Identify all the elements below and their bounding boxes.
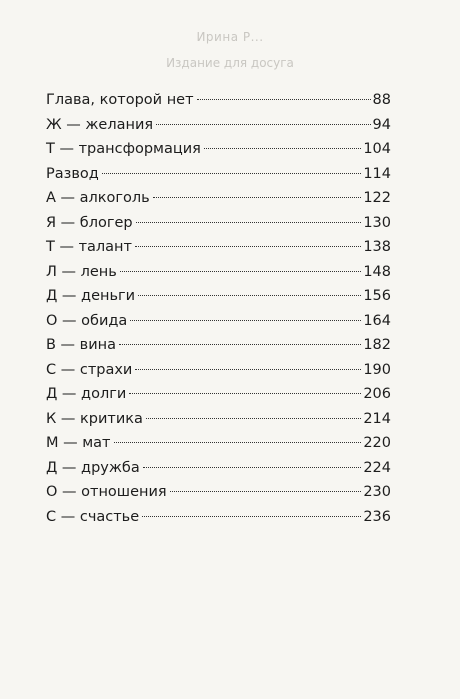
toc-entry-page: 220	[363, 435, 391, 451]
dot-leader	[197, 99, 371, 100]
toc-entry	[46, 260, 391, 285]
toc-entry-page: 122	[363, 190, 391, 206]
toc-entry-page: 130	[363, 214, 391, 231]
dot-leader	[204, 148, 361, 149]
toc-entry-title: Развод	[46, 165, 99, 182]
bleed-through-header: Издание для досуга	[166, 56, 294, 70]
dot-leader	[156, 124, 370, 125]
toc-entry-title: Т — талант	[46, 239, 132, 255]
toc-entry-page: 236	[363, 508, 391, 525]
toc-entry	[46, 431, 391, 456]
toc-entry-page: 182	[363, 337, 391, 353]
dot-leader	[129, 393, 361, 394]
toc-entry	[46, 358, 391, 383]
toc-entry-page: 206	[363, 386, 391, 402]
dot-leader	[142, 516, 361, 517]
toc-entry-title: А — алкоголь	[46, 190, 150, 206]
toc-entry	[46, 235, 391, 260]
toc-entry-page: 164	[363, 312, 391, 329]
toc-entry-title: К — критика	[46, 410, 143, 427]
dot-leader	[170, 491, 362, 492]
dot-leader	[120, 271, 361, 272]
toc-entry-page: 88	[372, 92, 391, 108]
toc-entry-title: М — мат	[46, 435, 111, 451]
toc-entry	[46, 333, 391, 358]
dot-leader	[136, 222, 362, 223]
toc-entry-page: 114	[363, 165, 391, 182]
dot-leader	[102, 173, 362, 174]
dot-leader	[153, 197, 362, 198]
dot-leader	[114, 442, 362, 443]
toc-entry-page: 214	[363, 410, 391, 427]
toc-entry-title: В — вина	[46, 337, 117, 353]
toc-entry	[46, 162, 391, 187]
toc-entry-title: Л — лень	[46, 263, 117, 280]
toc-entry	[46, 309, 391, 334]
toc-entry	[46, 186, 391, 211]
toc-entry-title: Я — блогер	[46, 214, 133, 231]
dot-leader	[143, 467, 362, 468]
toc-entry-title: Глава, которой нет	[46, 92, 194, 108]
toc-entry	[46, 137, 391, 162]
toc-entry-title: Д — дружба	[46, 459, 140, 476]
toc-entry-title: Д — долги	[46, 386, 127, 402]
toc-entry-title: Д — деньги	[46, 288, 136, 304]
dot-leader	[119, 344, 361, 345]
toc-entry-title: С — счастье	[46, 508, 140, 525]
dot-leader	[135, 369, 361, 370]
toc-entry-page: 94	[372, 116, 391, 133]
toc-entry-title: О — обида	[46, 312, 128, 329]
toc-entry-page: 190	[363, 361, 391, 378]
toc-entry-title: Ж — желания	[46, 116, 154, 133]
toc-entry-page: 230	[363, 484, 391, 500]
dot-leader	[146, 418, 361, 419]
toc-entry-page: 148	[363, 263, 391, 280]
toc-entry	[46, 407, 391, 432]
dot-leader	[138, 295, 361, 296]
toc-entry	[46, 284, 391, 309]
toc-entry-page: 104	[363, 141, 391, 157]
bleed-through-author: Ирина Р...	[196, 30, 264, 44]
toc-entry	[46, 88, 391, 113]
toc-entry-title: О — отношения	[46, 484, 167, 500]
toc-entry	[46, 480, 391, 505]
toc-entry-title: С — страхи	[46, 361, 133, 378]
toc-entry-page: 156	[363, 288, 391, 304]
toc-entry-page: 138	[363, 239, 391, 255]
dot-leader	[135, 246, 361, 247]
toc-entry	[46, 456, 391, 481]
dot-leader	[130, 320, 361, 321]
toc-entry	[46, 505, 391, 530]
table-of-contents	[46, 88, 391, 529]
toc-entry	[46, 382, 391, 407]
toc-entry	[46, 211, 391, 236]
toc-entry-page: 224	[363, 459, 391, 476]
toc-entry-title: Т — трансформация	[46, 141, 201, 157]
toc-entry	[46, 113, 391, 138]
